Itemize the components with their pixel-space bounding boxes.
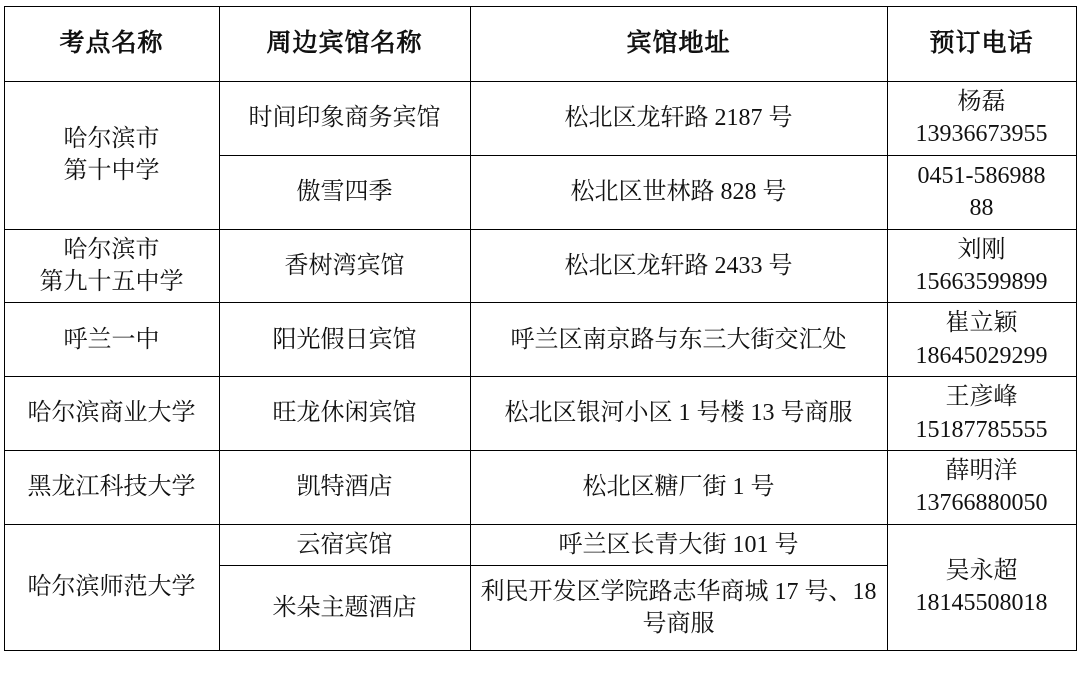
cell-phone	[887, 155, 1076, 229]
phone-contact-name: 吴永超	[945, 557, 1018, 584]
phone-contact-name: 崔立颖	[945, 310, 1018, 337]
cell-hotel: 傲雪四季	[219, 155, 470, 229]
header-row	[4, 7, 1076, 82]
cell-phone	[887, 82, 1076, 156]
cell-phone	[887, 524, 1076, 650]
cell-address: 松北区糖厂街 1 号	[470, 450, 887, 524]
phone-number: 13766880050	[915, 490, 1048, 517]
hotel-info-table	[4, 6, 1077, 651]
cell-address: 呼兰区长青大街 101 号	[470, 524, 887, 565]
site-line-2: 第十中学	[63, 158, 160, 185]
phone-contact-name: 王彦峰	[945, 384, 1018, 411]
table-row	[4, 82, 1076, 156]
phone-number: 18145508018	[915, 590, 1048, 617]
phone-number: 13936673955	[915, 121, 1048, 148]
column-header-phone: 预订电话	[887, 7, 1076, 82]
site-line-1: 哈尔滨市	[63, 236, 160, 263]
cell-phone	[887, 229, 1076, 303]
table-row	[4, 303, 1076, 377]
phone-number: 15187785555	[915, 416, 1048, 443]
cell-address: 松北区龙轩路 2187 号	[470, 82, 887, 156]
column-header-site: 考点名称	[4, 7, 219, 82]
cell-site: 呼兰一中	[4, 303, 219, 377]
cell-hotel: 凯特酒店	[219, 450, 470, 524]
site-line-2: 第九十五中学	[39, 268, 184, 295]
cell-hotel: 旺龙休闲宾馆	[219, 377, 470, 451]
phone-number-part-1: 0451-586988	[917, 162, 1046, 189]
column-header-hotel: 周边宾馆名称	[219, 7, 470, 82]
cell-address: 呼兰区南京路与东三大街交汇处	[470, 303, 887, 377]
cell-site: 黑龙江科技大学	[4, 450, 219, 524]
site-line-1: 哈尔滨市	[63, 125, 160, 152]
cell-phone	[887, 377, 1076, 451]
cell-phone	[887, 450, 1076, 524]
cell-hotel: 时间印象商务宾馆	[219, 82, 470, 156]
cell-address: 松北区龙轩路 2433 号	[470, 229, 887, 303]
table-row	[4, 524, 1076, 565]
cell-site	[4, 229, 219, 303]
cell-address: 松北区银河小区 1 号楼 13 号商服	[470, 377, 887, 451]
cell-hotel: 香树湾宾馆	[219, 229, 470, 303]
phone-number: 15663599899	[915, 268, 1048, 295]
column-header-address: 宾馆地址	[470, 7, 887, 82]
cell-site: 哈尔滨师范大学	[4, 524, 219, 650]
table-row	[4, 229, 1076, 303]
cell-site: 哈尔滨商业大学	[4, 377, 219, 451]
cell-address: 利民开发区学院路志华商城 17 号、18 号商服	[470, 566, 887, 651]
cell-address: 松北区世林路 828 号	[470, 155, 887, 229]
phone-number-part-2: 88	[969, 195, 994, 222]
cell-hotel: 米朵主题酒店	[219, 566, 470, 651]
cell-site	[4, 82, 219, 230]
phone-contact-name: 刘刚	[957, 236, 1006, 263]
cell-hotel: 云宿宾馆	[219, 524, 470, 565]
table-body	[4, 82, 1076, 651]
table-row	[4, 377, 1076, 451]
phone-contact-name: 薛明洋	[945, 457, 1018, 484]
table-row	[4, 450, 1076, 524]
phone-number: 18645029299	[915, 342, 1048, 369]
phone-contact-name: 杨磊	[957, 89, 1006, 115]
cell-hotel: 阳光假日宾馆	[219, 303, 470, 377]
table-header	[4, 7, 1076, 82]
cell-phone	[887, 303, 1076, 377]
